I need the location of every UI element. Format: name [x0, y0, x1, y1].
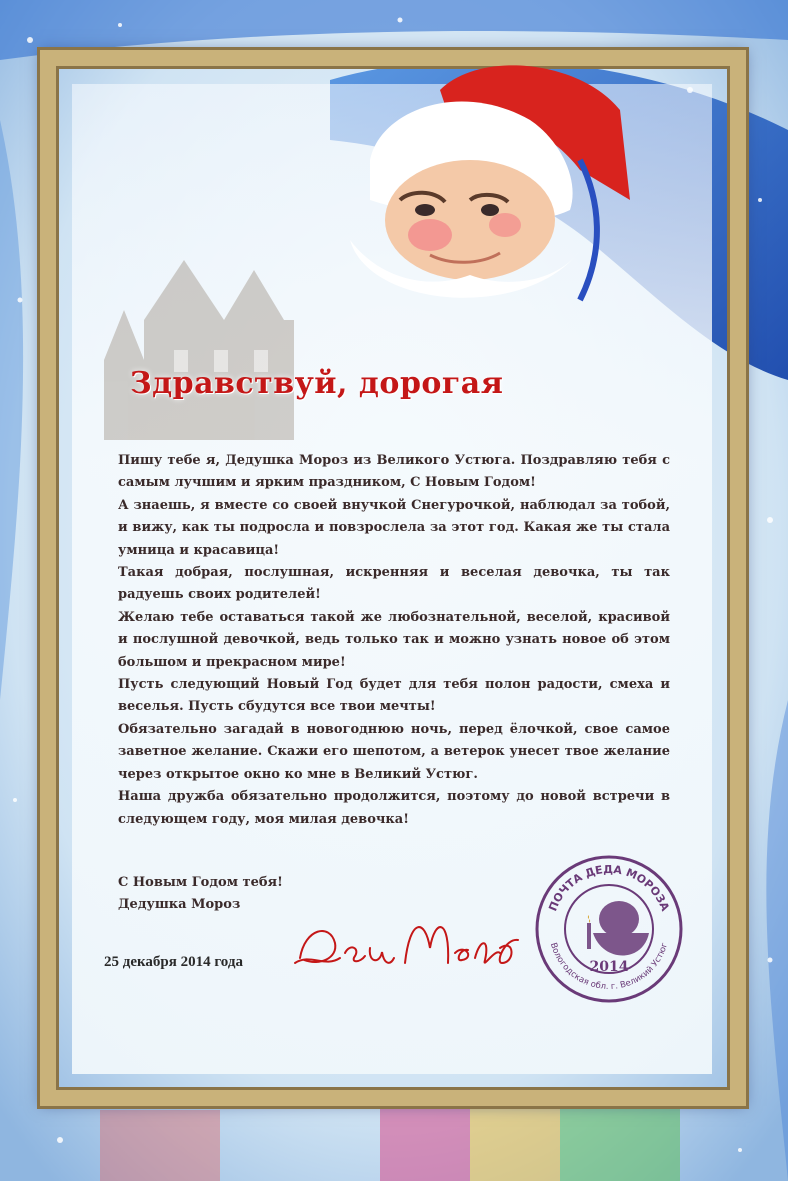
- letter-paragraph: Желаю тебе оставаться такой же любознательной, веселой, красивой и послушной девочкой, ведь только так и можно узнать новое об этом большом и прекрасном мире!: [118, 609, 670, 670]
- letter-paragraph: Такая добрая, послушная, искренняя и веселая девочка, ты так радуешь своих родителей!: [118, 565, 670, 603]
- closing-line: С Новым Годом тебя!: [118, 875, 283, 890]
- closing-signoff: Дедушка Мороз: [118, 897, 241, 912]
- santa-illustration: [330, 50, 650, 310]
- letter-greeting: Здравствуй, дорогая: [130, 366, 504, 401]
- svg-text:ПОЧТА ДЕДА МОРОЗА: ПОЧТА ДЕДА МОРОЗА: [546, 862, 672, 913]
- postal-stamp: [533, 853, 685, 1005]
- letter-paragraph: А знаешь, я вместе со своей внучкой Снегурочкой, наблюдал за тобой, и вижу, как ты подросла и повзрослела за этот год. Какая же ты стала умница и красавица!: [118, 497, 670, 558]
- svg-text:Вологодская обл. г. Великий Ус: Вологодская обл. г. Великий Устюг: [547, 941, 671, 993]
- handwritten-signature: [290, 908, 520, 978]
- castle-illustration: [84, 220, 334, 450]
- letter-body: [118, 450, 670, 831]
- letter-date: 25 декабря 2014 года: [104, 954, 243, 970]
- letter-paragraph: Пишу тебе я, Дедушка Мороз из Великого Устюга. Поздравляю тебя с самым лучшим и ярким праздником, С Новым Годом!: [118, 453, 670, 491]
- letter-paragraph: Обязательно загадай в новогоднюю ночь, перед ёлочкой, свое самое заветное желание. Скажи его шепотом, а ветерок унесет твое желание через открытое окно ко мне в Великий Устюг.: [118, 721, 670, 782]
- svg-text:2014: 2014: [589, 959, 629, 975]
- letter-paragraph: Наша дружба обязательно продолжится, поэтому до новой встречи в следующем году, моя милая девочка!: [118, 789, 670, 827]
- letter-paragraph: Пусть следующий Новый Год будет для тебя полон радости, смеха и веселья. Пусть сбудутся все твои мечты!: [118, 677, 670, 715]
